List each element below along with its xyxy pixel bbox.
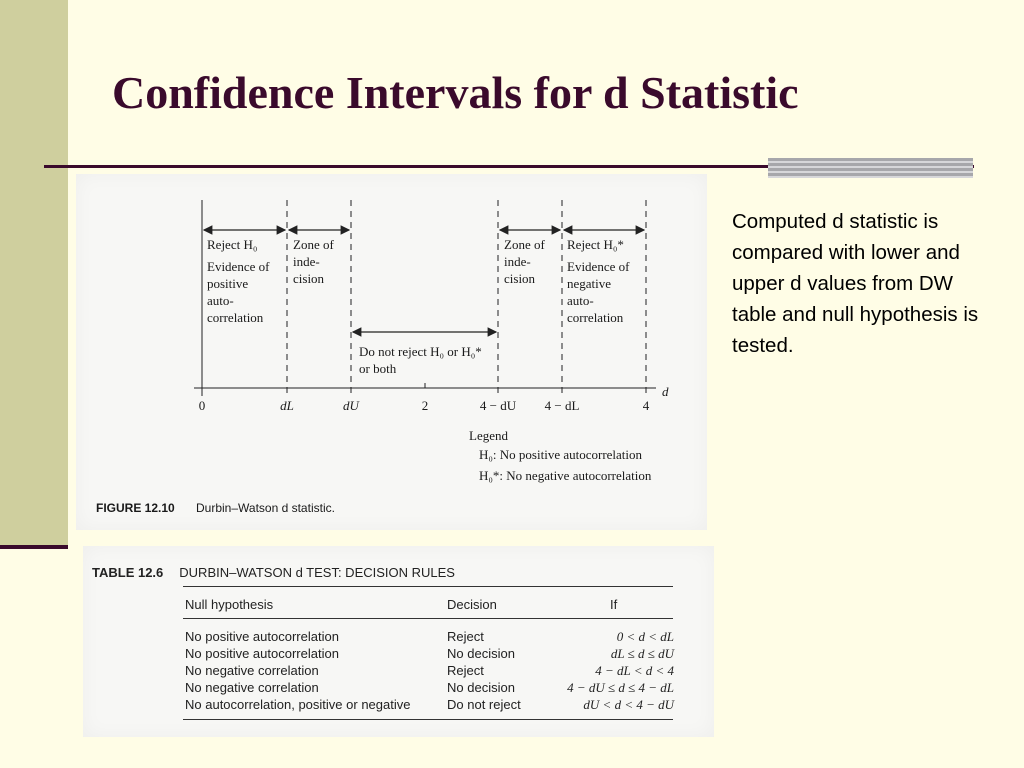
legend-item-h0-star: H₀*: No negative autocorrelation <box>479 468 652 483</box>
left-band-accent <box>0 545 68 549</box>
left-decorative-band <box>0 0 68 548</box>
region-zone-indecision-right <box>504 237 545 286</box>
table-header-rule <box>183 618 673 619</box>
table-row: No autocorrelation, positive or negative Do not reject dU < d < 4 − dU <box>185 697 674 712</box>
svg-text:cision: cision <box>293 271 325 286</box>
explanation-text: Computed d statistic is compared with lower and upper d values from DW table and null hypothesis is tested. <box>732 210 979 357</box>
dw-decision-diagram <box>76 174 707 530</box>
svg-text:auto-: auto- <box>567 293 594 308</box>
figure-caption-text: Durbin–Watson d statistic. <box>196 501 335 515</box>
svg-text:inde-: inde- <box>504 254 531 269</box>
svg-text:correlation: correlation <box>567 310 624 325</box>
slide-title: Confidence Intervals for d Statistic <box>112 67 799 118</box>
svg-text:Zone of: Zone of <box>504 237 545 252</box>
tick-dl: dL <box>280 398 294 413</box>
table-bottom-rule <box>183 719 673 720</box>
svg-text:auto-: auto- <box>207 293 234 308</box>
svg-text:correlation: correlation <box>207 310 264 325</box>
svg-text:inde-: inde- <box>293 254 320 269</box>
table-row: No negative correlation Reject 4 − dL < d < 4 <box>185 663 674 678</box>
svg-text:Evidence of: Evidence of <box>207 259 270 274</box>
header-decision: Decision <box>447 597 497 612</box>
header-if: If <box>610 597 618 612</box>
region-reject-h0 <box>207 237 270 325</box>
legend <box>469 428 652 483</box>
legend-title: Legend <box>469 428 508 443</box>
tick-0: 0 <box>198 398 206 413</box>
dw-figure <box>76 174 707 530</box>
table-row: No negative correlation No decision 4 − dU ≤ d ≤ 4 − dL <box>185 680 674 695</box>
svg-text:positive: positive <box>207 276 249 291</box>
table-row: No positive autocorrelation No decision dL ≤ d ≤ dU <box>185 646 674 661</box>
legend-item-h0: H₀: No positive autocorrelation <box>479 447 643 462</box>
table-label: TABLE 12.6 <box>92 565 164 580</box>
svg-text:Do not reject H₀ or H₀*: Do not reject H₀ or H₀* <box>359 344 482 359</box>
region-do-not-reject <box>359 344 482 376</box>
svg-text:negative: negative <box>567 276 612 291</box>
svg-text:Zone of: Zone of <box>293 237 334 252</box>
header-null-hypothesis: Null hypothesis <box>185 597 274 612</box>
tick-4-du: 4 − dU <box>479 398 517 413</box>
axis-label-d: d <box>662 384 669 399</box>
region-zone-indecision-left <box>293 237 334 286</box>
region-reject-h0-star <box>567 237 630 325</box>
table-row: No positive autocorrelation Reject 0 < d < dL <box>185 629 674 644</box>
svg-text:Evidence of: Evidence of <box>567 259 630 274</box>
title-divider-accent <box>768 158 973 178</box>
svg-text:or both: or both <box>359 361 397 376</box>
table-top-rule <box>183 586 673 587</box>
svg-text:Reject H₀*: Reject H₀* <box>567 237 624 252</box>
dw-decision-table <box>83 546 714 737</box>
svg-text:Reject H₀: Reject H₀ <box>207 237 258 252</box>
svg-text:cision: cision <box>504 271 536 286</box>
tick-2: 2 <box>421 398 429 413</box>
table-title: DURBIN–WATSON d TEST: DECISION RULES <box>179 565 455 580</box>
figure-caption-label: FIGURE 12.10 <box>96 501 175 515</box>
tick-du: dU <box>343 398 359 413</box>
axis-ticks <box>199 398 650 413</box>
tick-4: 4 <box>642 398 650 413</box>
tick-4-dl: 4 − dL <box>544 398 580 413</box>
table-caption <box>92 565 455 580</box>
